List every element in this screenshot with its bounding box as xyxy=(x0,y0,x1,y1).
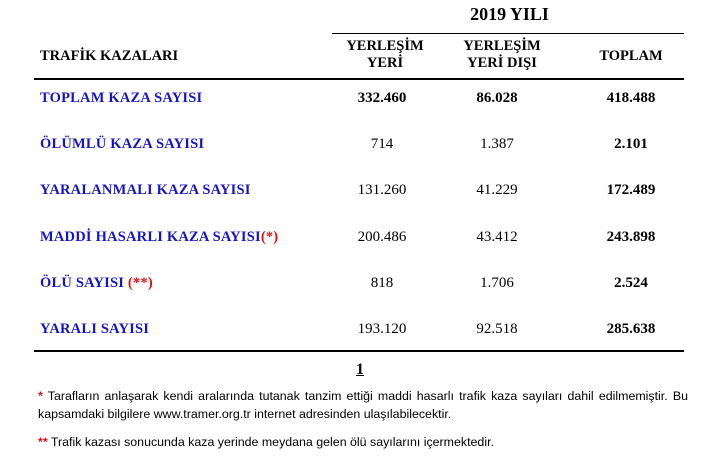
column-header-rural xyxy=(447,38,557,72)
cell-rural: 43.412 xyxy=(476,229,518,245)
cell-urban: 714 xyxy=(370,136,394,152)
table-row xyxy=(0,182,711,204)
cell-urban: 131.260 xyxy=(357,182,407,198)
column-header-urban xyxy=(330,38,440,72)
table-bottom-rule xyxy=(34,350,684,352)
page-number: 1 xyxy=(356,361,364,378)
row-label: TOPLAM KAZA SAYISI xyxy=(40,90,203,106)
cell-total: 172.489 xyxy=(606,182,656,198)
table-row xyxy=(0,321,711,343)
table-row xyxy=(0,90,711,112)
column-header-line: YERİ xyxy=(366,55,404,71)
cell-total: 2.101 xyxy=(614,136,648,152)
cell-urban: 200.486 xyxy=(357,229,407,245)
cell-urban: 332.460 xyxy=(357,90,407,106)
row-label: YARALI SAYISI xyxy=(40,321,150,337)
cell-total: 2.524 xyxy=(614,275,648,291)
column-header-total xyxy=(571,48,691,65)
cell-total: 285.638 xyxy=(606,321,656,337)
column-header-line: TOPLAM xyxy=(599,48,663,64)
footnote-marker: ** xyxy=(38,435,48,449)
column-header-line: YERLEŞİM xyxy=(463,38,541,54)
table-row xyxy=(0,229,711,251)
column-header-line: YERLEŞİM xyxy=(346,38,424,54)
table-row xyxy=(0,136,711,158)
cell-total: 243.898 xyxy=(606,229,656,245)
header-rule xyxy=(34,78,684,80)
table-header-label: TRAFİK KAZALARI xyxy=(40,48,179,64)
footnote-text: Trafik kazası sonucunda kaza yerinde meydana gelen ölü sayılarını içermektedir. xyxy=(47,435,494,449)
row-label: ÖLÜMLÜ KAZA SAYISI xyxy=(40,136,205,152)
cell-rural: 1.706 xyxy=(480,275,514,291)
footnote-2 xyxy=(38,433,688,451)
row-label: MADDİ HASARLI KAZA SAYISI(*) xyxy=(40,229,279,245)
footnote-marker: * xyxy=(38,389,43,403)
year-rule xyxy=(332,33,684,34)
year-title: 2019 YILI xyxy=(470,4,549,24)
row-label: YARALANMALI KAZA SAYISI xyxy=(40,182,251,198)
cell-rural: 86.028 xyxy=(476,90,518,106)
footnote-1 xyxy=(38,387,688,423)
cell-rural: 41.229 xyxy=(476,182,518,198)
row-label: ÖLÜ SAYISI (**) xyxy=(40,275,153,291)
footnote-text: Tarafların anlaşarak kendi aralarında tutanak tanzim ettiği maddi hasarlı trafik kaza sayıları dahil edilmemiştir. Bu kapsamdaki bilgilere www.tramer.org.tr internet adresinden ulaşılabilecektir. xyxy=(38,389,688,421)
cell-rural: 1.387 xyxy=(480,136,514,152)
cell-rural: 92.518 xyxy=(476,321,518,337)
cell-total: 418.488 xyxy=(606,90,656,106)
column-header-line: YERİ DIŞI xyxy=(467,55,537,71)
cell-urban: 193.120 xyxy=(357,321,407,337)
cell-urban: 818 xyxy=(370,275,394,291)
table-row xyxy=(0,275,711,297)
